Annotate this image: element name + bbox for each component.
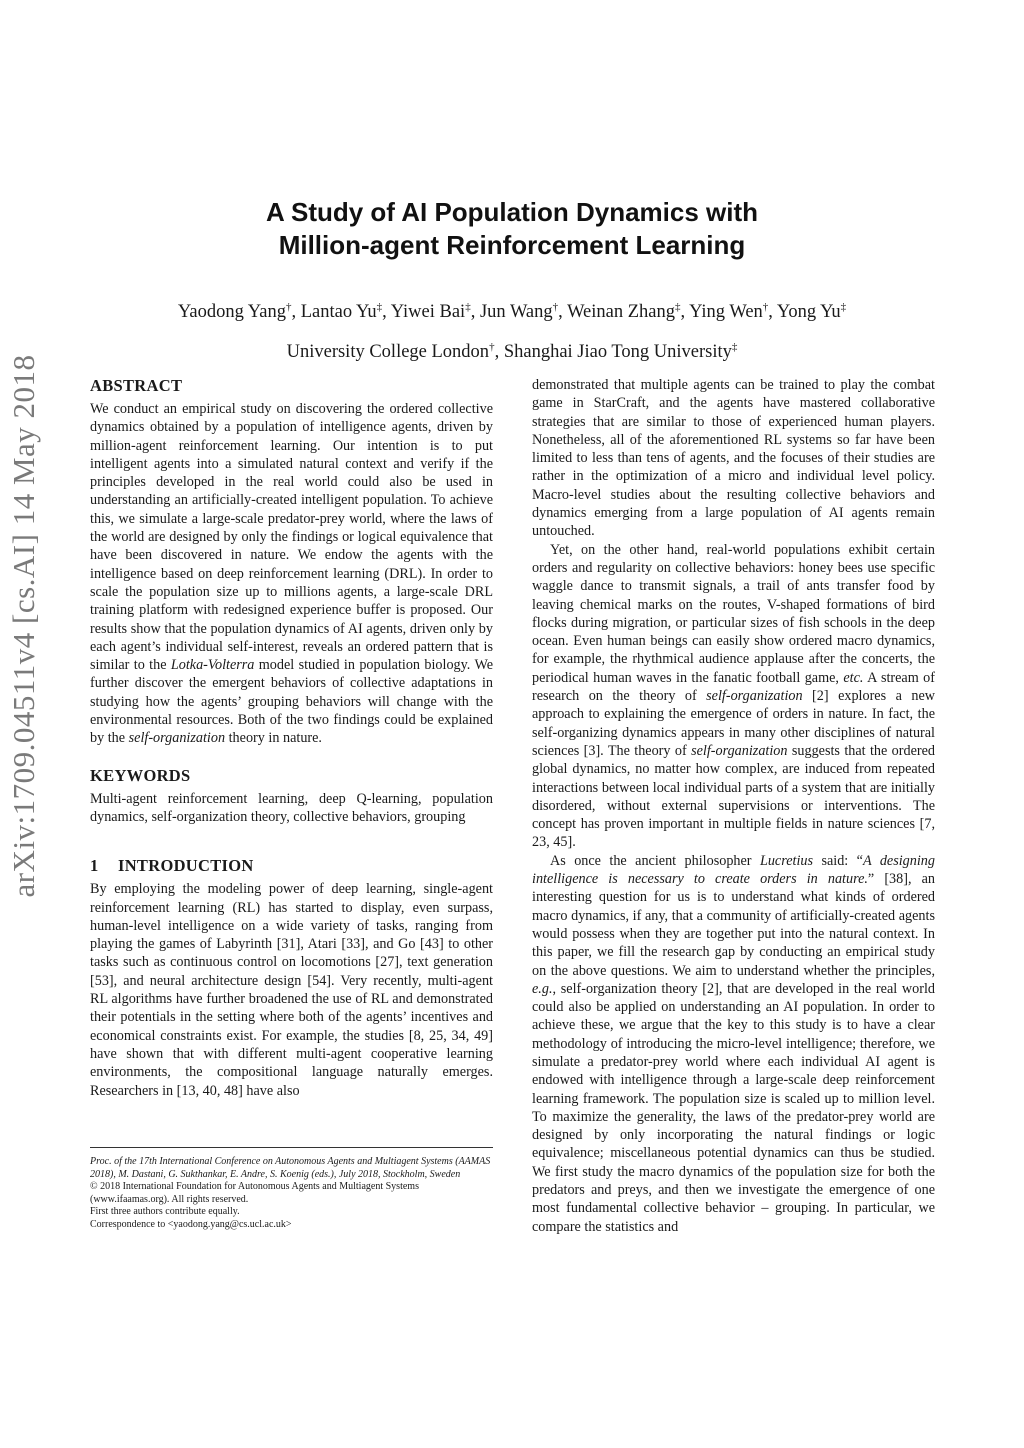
affiliations: University College London†, Shanghai Jiao Tong University‡ xyxy=(286,340,738,362)
footnote-proceedings: Proc. of the 17th International Conference on Autonomous Agents and Multiagent Systems (AAMAS 2018), M. Dastani, G. Sukthankar, E. Andre, S. Koenig (eds.), July 2018, Stockholm, Sweden xyxy=(90,1156,491,1180)
footnote-equal-contribution: First three authors contribute equally. xyxy=(90,1206,240,1217)
author: Weinan Zhang‡ xyxy=(567,300,681,322)
intro-heading: 1 INTRODUCTION xyxy=(90,856,254,876)
footnote-rule xyxy=(90,1147,493,1148)
arxiv-identifier: arXiv:1709.04511v4 [cs.AI] 14 May 2018 xyxy=(6,354,41,898)
footnotes xyxy=(90,1156,493,1231)
author: Yong Yu‡ xyxy=(776,300,847,322)
intro-paragraph-1-continued: demonstrated that multiple agents can be trained to play the combat game in StarCraft, and the agents have mastered collaborative strategies that are similar to those of experienced human players. Nonetheless, all of the aforementioned RL systems so far have been limited to less than tens of agents, and the focuses of their studies are rather in the optimization of a micro and individual level policy. Macro-level studies about the resulting collective behaviors and dynamics emerging from a large population of AI agents remain untouched. xyxy=(532,377,935,540)
keywords-text: Multi-agent reinforcement learning, deep Q-learning, population dynamics, self-organization theory, collective behaviors, grouping xyxy=(90,790,493,825)
intro-paragraph-2: Yet, on the other hand, real-world populations exhibit certain orders and regularity on collective behaviors: honey bees use specific waggle dance to transmit signals, a trail of ants transfer food by leaving chemical marks on the routes, V-shaped formations of bird flocks during migration, or particular sizes of fish schools in the deep ocean. Even human beings can easily show ordered macro dynamics, for example, the rhythmical audience applause after the concerts, the periodical human waves in the fanatic football game, etc. A stream of research on the theory of self-organization [2] explores a new approach to explaining the emergence of orders in nature. In fact, the self-organizing dynamics appears in many other disciplines of natural sciences [3]. The theory of self-organization suggests that the ordered global dynamics, no matter how complex, are induced from repeated interactions between local individual parts of a system that are initially disordered, without external supervisions or interventions. The concept has proven important in multiple fields in nature sciences [7, 23, 45]. xyxy=(532,541,935,851)
footnote-copyright: © 2018 International Foundation for Autonomous Agents and Multiagent Systems (www.ifaamas.org). All rights reserved. xyxy=(90,1181,419,1205)
affiliation: Shanghai Jiao Tong University‡ xyxy=(503,340,738,362)
footnote-correspondence: Correspondence to <yaodong.yang@cs.ucl.ac.uk> xyxy=(90,1218,292,1230)
author: Yaodong Yang† xyxy=(177,300,292,322)
affiliation: University College London† xyxy=(286,340,495,362)
intro-paragraph-3: As once the ancient philosopher Lucretius said: “A designing intelligence is necessary to create orders in nature.” [38], an interesting question for us is to understand what kinds of ordered macro dynamics, if any, that a community of artificially-created agents would possess when they are together put into the natural context. In this paper, we fill the research gap by conducting an empirical study on the above questions. We aim to understand whether the principles, e.g., self-organization theory [2], that are developed in the real world could also be applied on understanding an AI population. In order to achieve these, we argue that the key to this study is to have a clear methodology of introducing the micro-level intelligence; therefore, we simulate a predator-prey world where each individual AI agent is endowed with intelligence through a large-scale deep reinforcement learning framework. The population size is scaled up to million level. To maximize the generality, the laws of the predator-prey world are designed by only incorporating the natural findings or logic equivalence; miscellaneous potential dynamics can thus be studied. We first study the macro dynamics of the population size for both the predators and preys, and then we investigate the emergence of one most fundamental collective behavior – grouping. In particular, we compare the statistics and xyxy=(532,852,936,1235)
author: Yiwei Bai‡ xyxy=(390,300,471,322)
title-line-1: A Study of AI Population Dynamics with xyxy=(265,197,759,227)
author: Lantao Yu‡ xyxy=(300,300,383,322)
author: Jun Wang† xyxy=(479,300,559,322)
intro-paragraph-1: By employing the modeling power of deep learning, single-agent reinforcement learning (RL) has started to display, even surpass, human-level intelligence on a wide variety of tasks, ranging from playing the games of Labyrinth [31], Atari [33], and Go [43] to other tasks such as continuous control on locomotions [27], text generation [53], and neural architecture design [54]. Very recently, multi-agent RL algorithms have further broadened the use of RL and demonstrated their potentials in the setting where both of the agents’ incentives and economical constraints exist. For example, the studies [8, 25, 34, 49] have shown that with different multi-agent cooperative learning environments, the compositional language naturally emerges. Researchers in [13, 40, 48] have also xyxy=(90,881,493,1099)
author: Ying Wen† xyxy=(689,300,769,322)
left-column xyxy=(90,376,493,1100)
abstract-heading: ABSTRACT xyxy=(90,376,183,395)
author-list: Yaodong Yang†, Lantao Yu‡, Yiwei Bai‡, Jun Wang†, Weinan Zhang‡, Ying Wen†, Yong Yu‡ xyxy=(177,300,847,322)
keywords-heading: KEYWORDS xyxy=(90,765,191,785)
abstract-text: We conduct an empirical study on discovering the ordered collective dynamics obtained by a population of intelligence agents, driven by million-agent reinforcement learning. Our intention is to put intelligent agents into a simulated natural context and verify if the principles developed in the real world could also be used in understanding an artificially-created intelligent population. To achieve this, we simulate a large-scale predator-prey world, where the laws of the world are designed by only the findings or logical equivalence that have been discovered in nature. We endow the agents with the intelligence based on deep reinforcement learning (DRL). In order to scale the population size up to millions agents, a large-scale DRL training platform with redesigned experience buffer is proposed. Our results show that the population dynamics of AI agents, driven only by each agent’s individual self-interest, reveals an ordered pattern that is similar to the Lotka-Volterra model studied in population biology. We further discover the emergent behaviors of collective adaptations in studying how the agents’ grouping behaviors will change with the environmental resources. Both of the two findings could be explained by the self-organization theory in nature. xyxy=(90,401,493,747)
title-line-2: Million-agent Reinforcement Learning xyxy=(278,230,746,260)
right-column xyxy=(532,376,935,1236)
paper-title xyxy=(90,196,934,262)
